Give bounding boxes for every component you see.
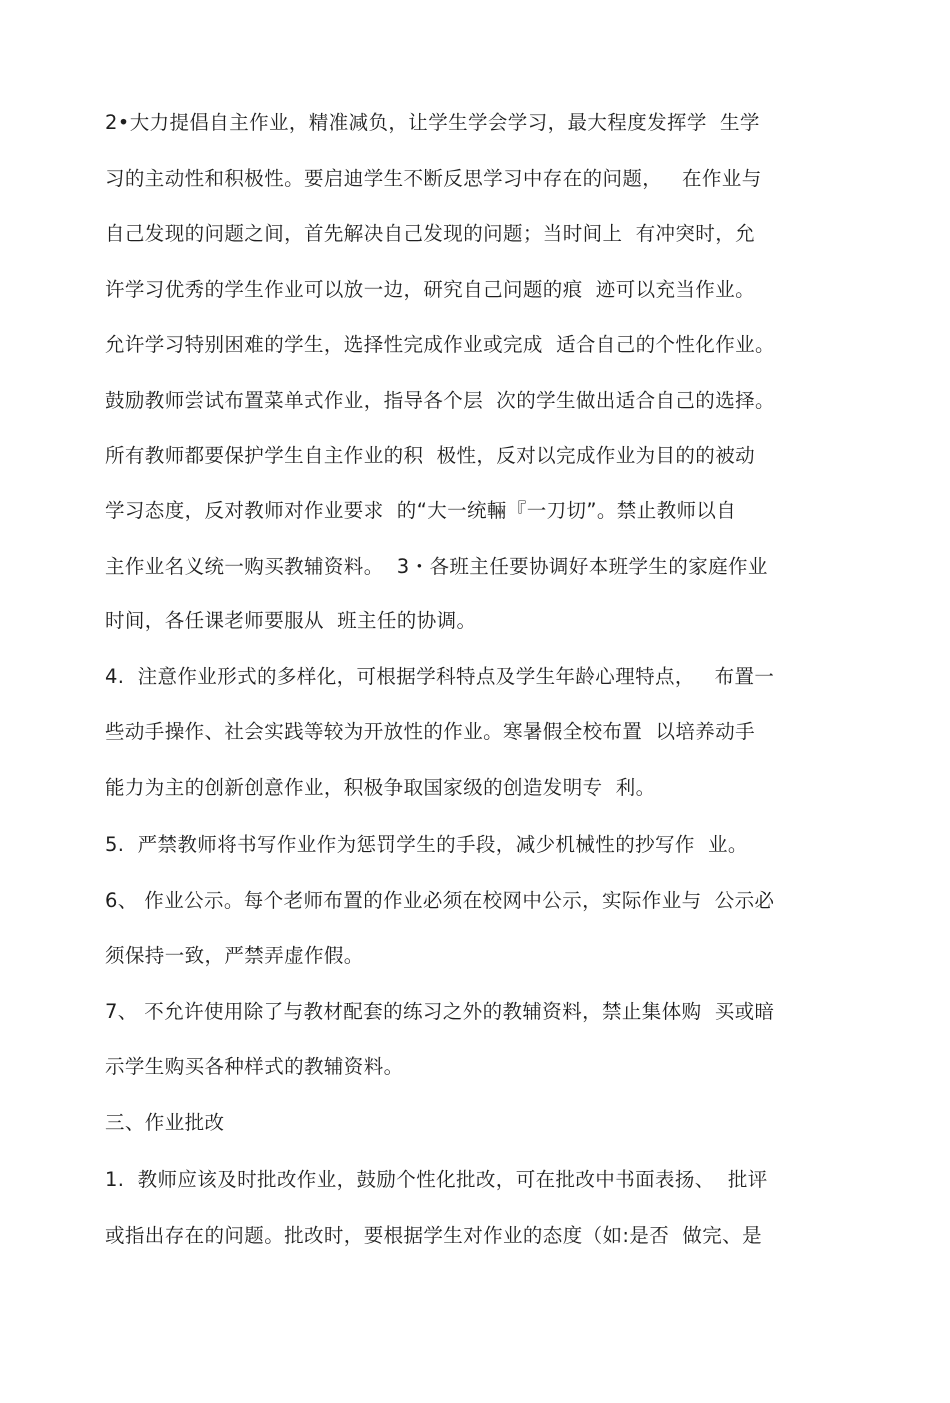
text-line: 习的主动性和积极性。要启迪学生不断反思学习中存在的问题， 在作业与 xyxy=(105,167,762,190)
text-line: 6、 作业公示。每个老师布置的作业必须在校网中公示，实际作业与 公示必 xyxy=(105,889,775,912)
text-line: 所有教师都要保护学生自主作业的积 极性，反对以完成作业为目的的被动 xyxy=(105,444,755,467)
text-line: 能力为主的创新创意作业，积极争取国家级的创造发明专 利。 xyxy=(105,776,656,799)
text-line: 7、 不允许使用除了与教材配套的练习之外的教辅资料，禁止集体购 买或暗 xyxy=(105,1000,775,1023)
text-line: 些动手操作、社会实践等较为开放性的作业。寒暑假全校布置 以培养动手 xyxy=(105,720,755,743)
text-line: 自己发现的问题之间，首先解决自己发现的问题；当时间上 有冲突时，允 xyxy=(105,222,755,245)
section-heading: 三、作业批改 xyxy=(105,1111,225,1134)
text-line: 鼓励教师尝试布置菜单式作业，指导各个层 次的学生做出适合自己的选择。 xyxy=(105,389,775,412)
text-line: 须保持一致，严禁弄虚作假。 xyxy=(105,944,364,967)
text-line: 允许学习特别困难的学生，选择性完成作业或完成 适合自己的个性化作业。 xyxy=(105,333,775,356)
text-line: 主作业名义统一购买教辅资料。 3・各班主任要协调好本班学生的家庭作业 xyxy=(105,555,768,578)
text-line: 5. 严禁教师将书写作业作为惩罚学生的手段，减少机械性的抄写作 业。 xyxy=(105,833,748,856)
text-line: 1. 教师应该及时批改作业，鼓励个性化批改，可在批改中书面表扬、 批评 xyxy=(105,1168,768,1191)
text-line: 4. 注意作业形式的多样化，可根据学科特点及学生年龄心理特点， 布置一 xyxy=(105,665,775,688)
text-line: 许学习优秀的学生作业可以放一边，研究自己问题的痕 迹可以充当作业。 xyxy=(105,278,755,301)
text-line: 示学生购买各种样式的教辅资料。 xyxy=(105,1055,404,1078)
text-line: 2•大力提倡自主作业，精准减负，让学生学会学习，最大程度发挥学 生学 xyxy=(105,111,760,134)
text-line: 学习态度，反对教师对作业要求 的“大一统輛『一刀切”。禁止教师以自 xyxy=(105,499,737,522)
text-line: 时间，各任课老师要服从 班主任的协调。 xyxy=(105,609,477,632)
text-line: 或指出存在的问题。批改时，要根据学生对作业的态度（如:是否 做完、是 xyxy=(105,1224,762,1247)
